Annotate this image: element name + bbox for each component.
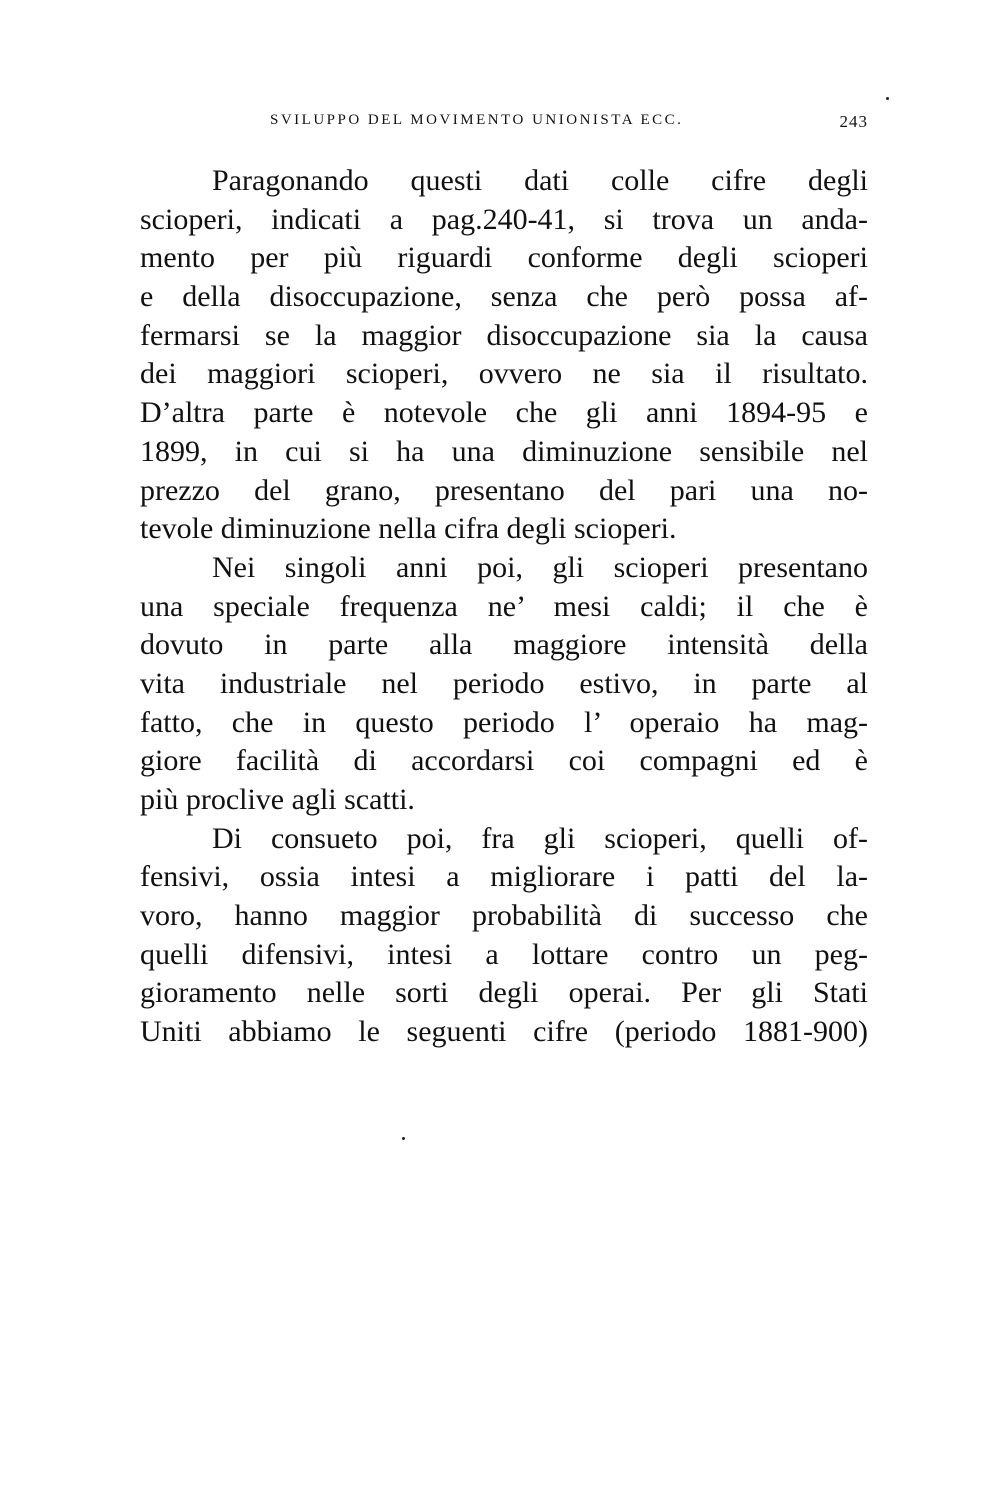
paragraph	[140, 549, 868, 820]
text-line: quelli difensivi, intesi a lottare contro un peg-	[140, 937, 868, 971]
text-line: una speciale frequenza ne’ mesi caldi; il che è	[140, 589, 868, 623]
text-line: voro, hanno maggior probabilità di successo che	[140, 899, 868, 933]
text-line: D’altra parte è notevole che gli anni 1894-95 e	[140, 396, 868, 430]
running-title: SVILUPPO DEL MOVIMENTO UNIONISTA ECC.	[270, 112, 684, 128]
text-line: vita industriale nel periodo estivo, in parte al	[140, 666, 868, 700]
text-line: mento per più riguardi conforme degli scioperi	[140, 241, 868, 275]
text-line: dei maggiori scioperi, ovvero ne sia il risultato.	[140, 357, 868, 391]
text-line: Di consueto poi, fra gli scioperi, quelli of-	[212, 821, 868, 855]
scan-speck	[402, 1137, 405, 1140]
text-line: e della disoccupazione, senza che però possa af-	[140, 280, 868, 314]
text-line: gioramento nelle sorti degli operai. Per gli Stati	[140, 976, 868, 1010]
text-line: scioperi, indicati a pag.240-41, si trova un anda-	[140, 202, 868, 236]
scan-speck	[886, 97, 889, 100]
page-header	[140, 112, 868, 142]
paragraph	[140, 820, 868, 1052]
text-line: tevole diminuzione nella cifra degli scioperi.	[140, 512, 677, 546]
text-line: giore facilità di accordarsi coi compagni ed è	[140, 744, 868, 778]
text-line: fatto, che in questo periodo l’ operaio ha mag-	[140, 705, 868, 739]
text-line: Paragonando questi dati colle cifre degli	[212, 164, 868, 197]
text-line: 1899, in cui si ha una diminuzione sensibile nel	[140, 434, 868, 468]
text-line: dovuto in parte alla maggiore intensità della	[140, 628, 868, 662]
text-line: fensivi, ossia intesi a migliorare i patti del la-	[140, 860, 868, 894]
page-number: 243	[839, 112, 868, 131]
paragraph	[140, 162, 868, 549]
text-line: fermarsi se la maggior disoccupazione sia la causa	[140, 318, 868, 352]
text-line: più proclive agli scatti.	[140, 783, 415, 816]
text-line: Uniti abbiamo le seguenti cifre (periodo 1881-900)	[140, 1015, 868, 1049]
text-line: Nei singoli anni poi, gli scioperi presentano	[212, 550, 868, 584]
text-line: prezzo del grano, presentano del pari una no-	[140, 473, 868, 507]
page-body	[140, 162, 868, 1052]
